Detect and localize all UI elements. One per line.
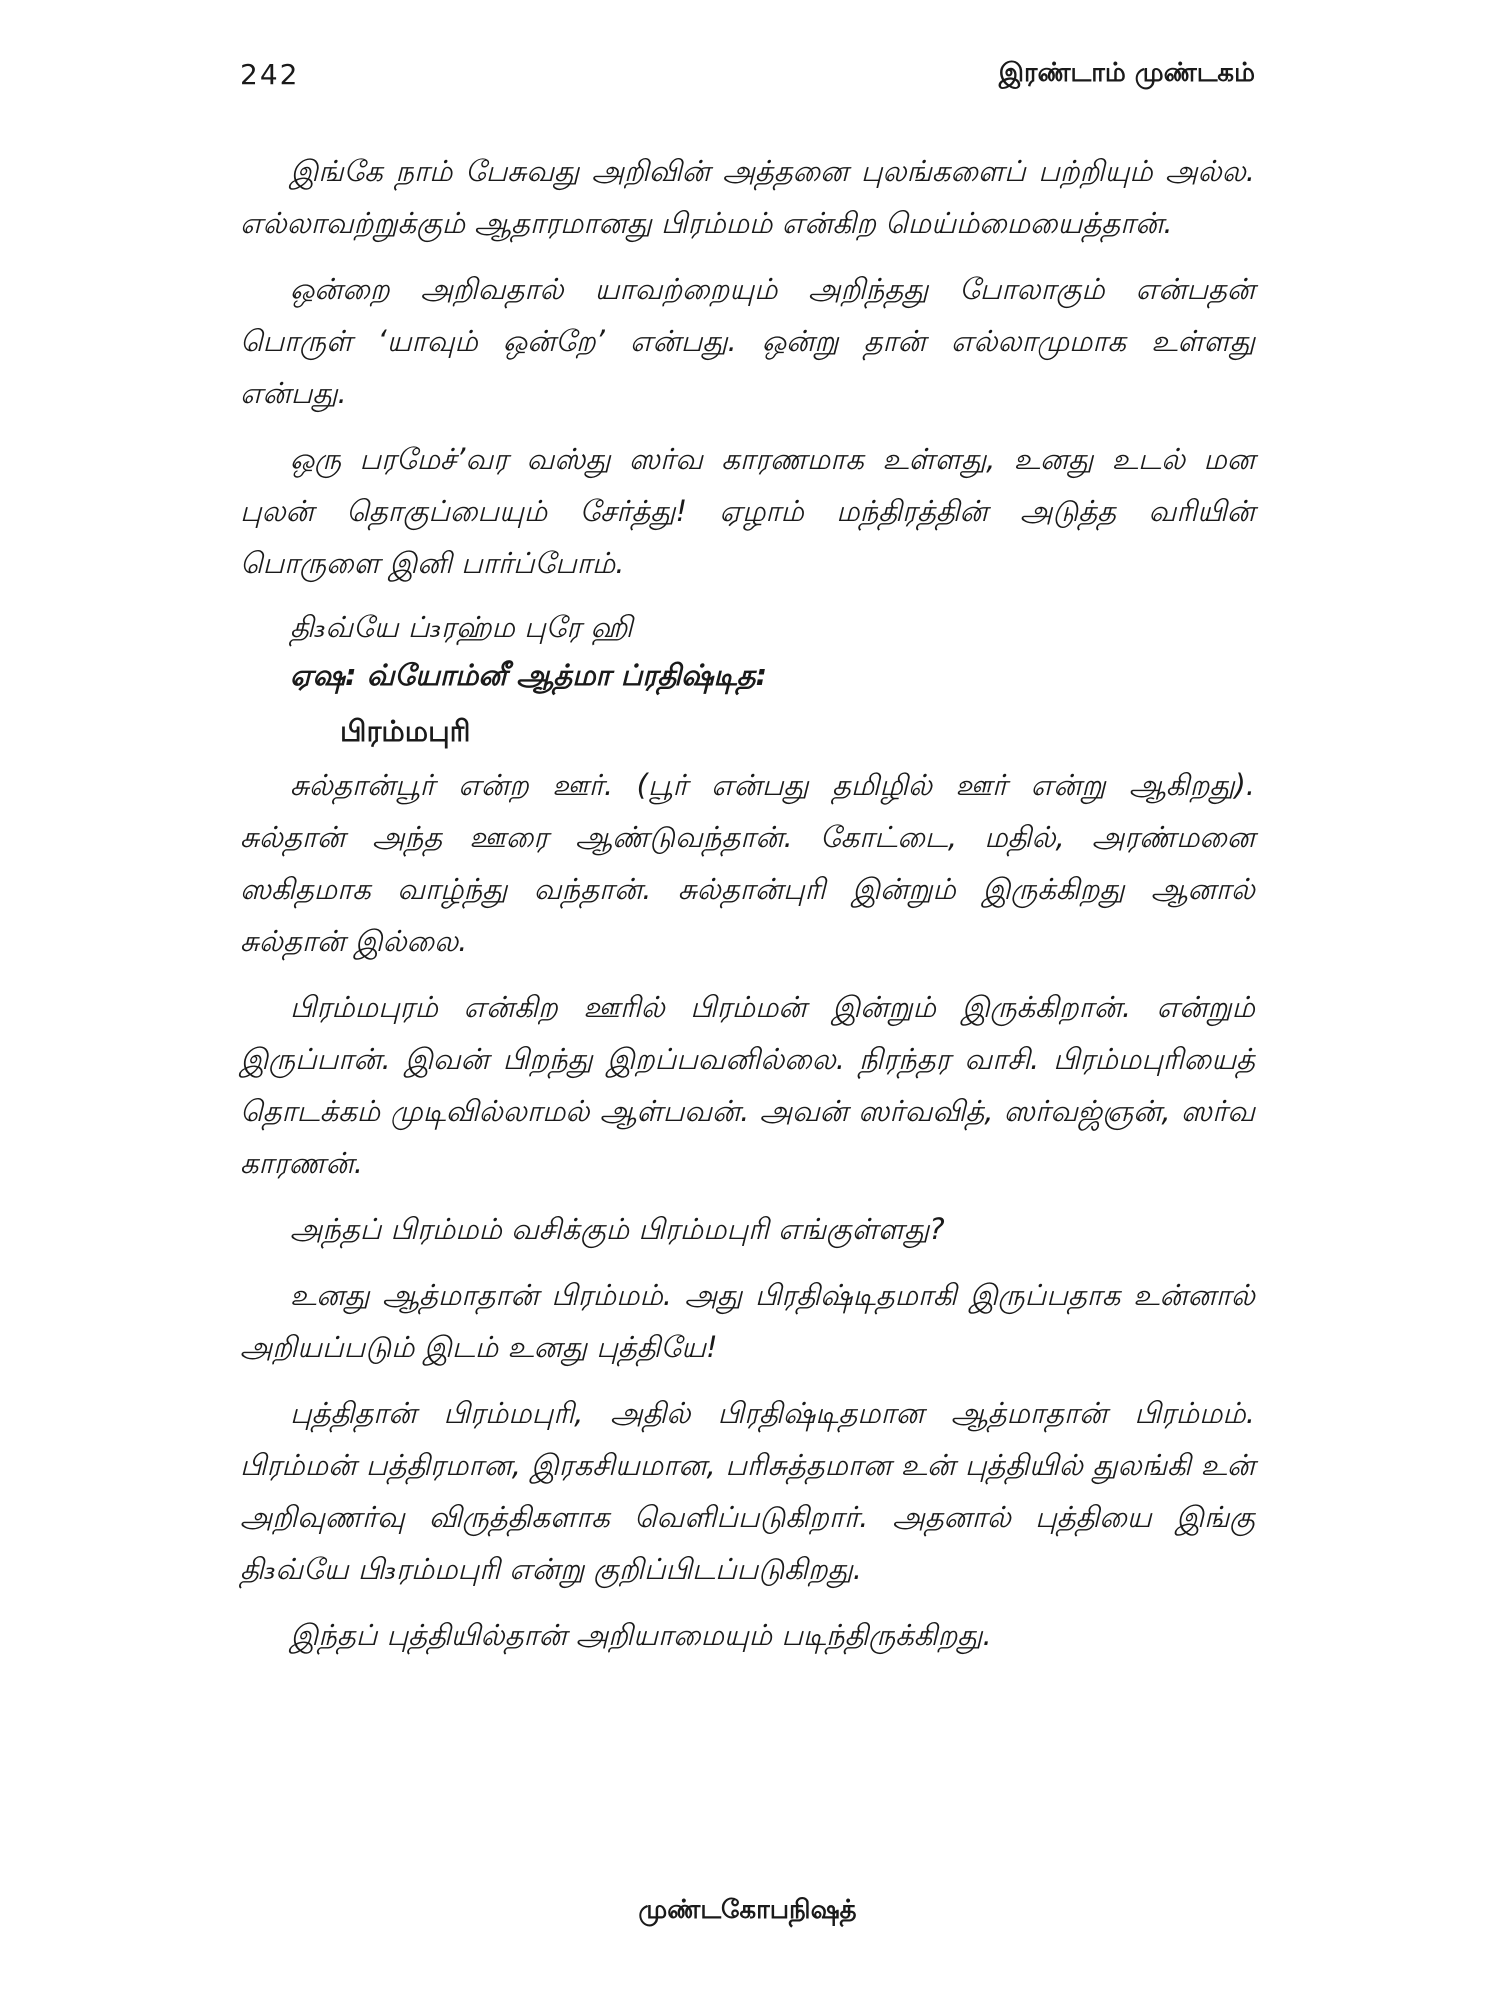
sanskrit-verse [290, 603, 1255, 699]
section-heading: பிரம்மபுரி [340, 714, 471, 748]
paragraph-5: பிரம்மபுரம் என்கிற ஊரில் பிரம்மன் இன்றும் இருக்கிறான். என்றும் இருப்பான். இவன் பிறந்து இறப்பவனில்லை. நிரந்தர வாசி. பிரம்மபுரியைத் தொடக்கம் முடிவில்லாமல் ஆள்பவன். அவன் ஸர்வவித், ஸர்வஜ்ஞன், ஸர்வ காரணன். [240, 990, 1255, 1180]
verse-line-2: ஏஷ: வ்யோம்னீ ஆத்மா ப்ரதிஷ்டித: [290, 658, 768, 692]
paragraph-4: சுல்தான்பூர் என்ற ஊர். (பூர் என்பது தமிழில் ஊர் என்று ஆகிறது). சுல்தான் அந்த ஊரை ஆண்டுவந்தான். கோட்டை, மதில், அரண்மனை ஸகிதமாக வாழ்ந்து வந்தான். சுல்தான்புரி இன்றும் இருக்கிறது ஆனால் சுல்தான் இல்லை. [240, 768, 1255, 958]
paragraph-6: அந்தப் பிரம்மம் வசிக்கும் பிரம்மபுரி எங்குள்ளது? [290, 1212, 945, 1246]
paragraph-2: ஒன்றை அறிவதால் யாவற்றையும் அறிந்தது போலாகும் என்பதன் பொருள் ‘யாவும் ஒன்றே’ என்பது. ஒன்று தான் எல்லாமுமாக உள்ளது என்பது. [240, 272, 1255, 410]
running-title: இரண்டாம் முண்டகம் [998, 58, 1255, 88]
paragraph-9: இந்தப் புத்தியில்தான் அறியாமையும் படிந்திருக்கிறது. [290, 1618, 992, 1652]
page-body [240, 145, 1255, 1675]
paragraph-7: உனது ஆத்மாதான் பிரம்மம். அது பிரதிஷ்டிதமாகி இருப்பதாக உன்னால் அறியப்படும் இடம் உனது புத்தியே! [240, 1278, 1255, 1364]
paragraph-1: இங்கே நாம் பேசுவது அறிவின் அத்தனை புலங்களைப் பற்றியும் அல்ல. எல்லாவற்றுக்கும் ஆதாரமானது பிரம்மம் என்கிற மெய்ம்மையைத்தான். [240, 154, 1255, 240]
paragraph-8: புத்திதான் பிரம்மபுரி, அதில் பிரதிஷ்டிதமான ஆத்மாதான் பிரம்மம். பிரம்மன் பத்திரமான, இரகசியமான, பரிசுத்தமான உன் புத்தியில் துலங்கி உன் அறிவுணர்வு விருத்திகளாக வெளிப்படுகிறார். அதனால் புத்தியை இங்கு தி₃வ்யே பி₃ரம்மபுரி என்று குறிப்பிடப்படுகிறது. [240, 1396, 1255, 1586]
page-footer: முண்டகோபநிஷத் [638, 1895, 857, 1925]
paragraph-3: ஒரு பரமேச்’வர வஸ்து ஸர்வ காரணமாக உள்ளது, உனது உடல் மன புலன் தொகுப்பையும் சேர்த்து! ஏழாம் மந்திரத்தின் அடுத்த வரியின் பொருளை இனி பார்ப்போம். [240, 442, 1255, 580]
page-number: 242 [240, 58, 300, 91]
verse-line-1: தி₃வ்யே ப்₃ரஹ்ம புரே ஹி [290, 610, 633, 644]
page-header [240, 58, 1255, 98]
